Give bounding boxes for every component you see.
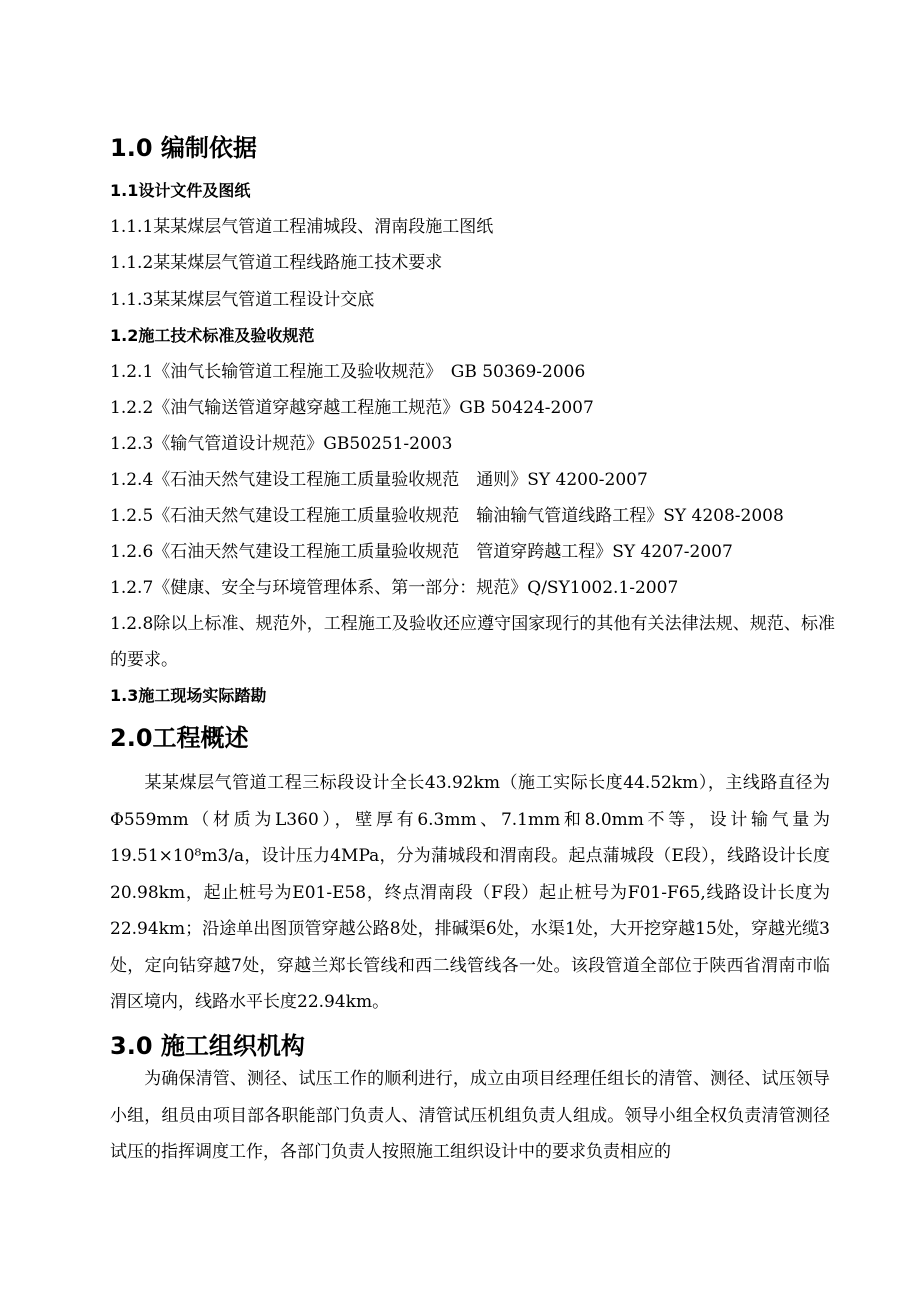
- subsection-1-1-heading: 1.1设计文件及图纸: [110, 181, 251, 200]
- item-1-1-2: 1.1.2某某煤层气管道工程线路施工技术要求: [110, 253, 443, 273]
- section-2-paragraph: [110, 765, 830, 1021]
- subsection-1-3-heading: 1.3施工现场实际踏勘: [110, 686, 267, 705]
- item-1-2-8: 1.2.8除以上标准、规范外，工程施工及验收还应遵守国家现行的其他有关法律法规、规范、标准的要求。: [110, 614, 835, 670]
- item-1-1-3: 1.1.3某某煤层气管道工程设计交底: [110, 290, 375, 310]
- item-1-1-1: 1.1.1某某煤层气管道工程浦城段、渭南段施工图纸: [110, 217, 494, 237]
- item-1-2-5: 1.2.5《石油天然气建设工程施工质量验收规范 输油输气管道线路工程》SY 4208-2008: [110, 506, 784, 526]
- subsection-1-2-heading: 1.2施工技术标准及验收规范: [110, 326, 315, 345]
- item-1-2-7: 1.2.7《健康、安全与环境管理体系、第一部分：规范》Q/SY1002.1-2007: [110, 578, 679, 598]
- section-1-heading: 1.0 编制依据: [110, 134, 257, 162]
- item-1-2-3: 1.2.3《输气管道设计规范》GB50251-2003: [110, 434, 453, 454]
- item-1-2-2: 1.2.2《油气输送管道穿越穿越工程施工规范》GB 50424-2007: [110, 398, 594, 418]
- item-1-2-1: 1.2.1《油气长输管道工程施工及验收规范》 GB 50369-2006: [110, 362, 586, 382]
- section-3-heading: 3.0 施工组织机构: [110, 1032, 305, 1060]
- item-1-2-4: 1.2.4《石油天然气建设工程施工质量验收规范 通则》SY 4200-2007: [110, 470, 648, 490]
- section-2-paragraph-text: 某某煤层气管道工程三标段设计全长43.92km（施工实际长度44.52km），主线路直径为Φ559mm（材质为L360），壁厚有6.3mm、7.1mm和8.0mm不等，设计输气量为19.51×10⁸m3/a，设计压力4MPa，分为蒲城段和渭南段。起点蒲城段（E段），线路设计长度20.98km，起止桩号为E01-E58，终点渭南段（F段）起止桩号为F01-F65,线路设计长度为22.94km；沿途单出图顶管穿越公路8处，排碱渠6处，水渠1处，大开挖穿越15处，穿越光缆3处，定向钻穿越7处，穿越兰郑长管线和西二线管线各一处。该段管道全部位于陕西省渭南市临渭区境内，线路水平长度22.94km。: [110, 773, 830, 1012]
- section-3-paragraph-text: 为确保清管、测径、试压工作的顺利进行，成立由项目经理任组长的清管、测径、试压领导小组，组员由项目部各职能部门负责人、清管试压机组负责人组成。领导小组全权负责清管测径试压的指挥调度工作，各部门负责人按照施工组织设计中的要求负责相应的: [110, 1069, 830, 1162]
- section-2-heading: 2.0工程概述: [110, 724, 249, 752]
- item-1-2-6: 1.2.6《石油天然气建设工程施工质量验收规范 管道穿跨越工程》SY 4207-2007: [110, 542, 733, 562]
- section-3-paragraph: [110, 1061, 830, 1171]
